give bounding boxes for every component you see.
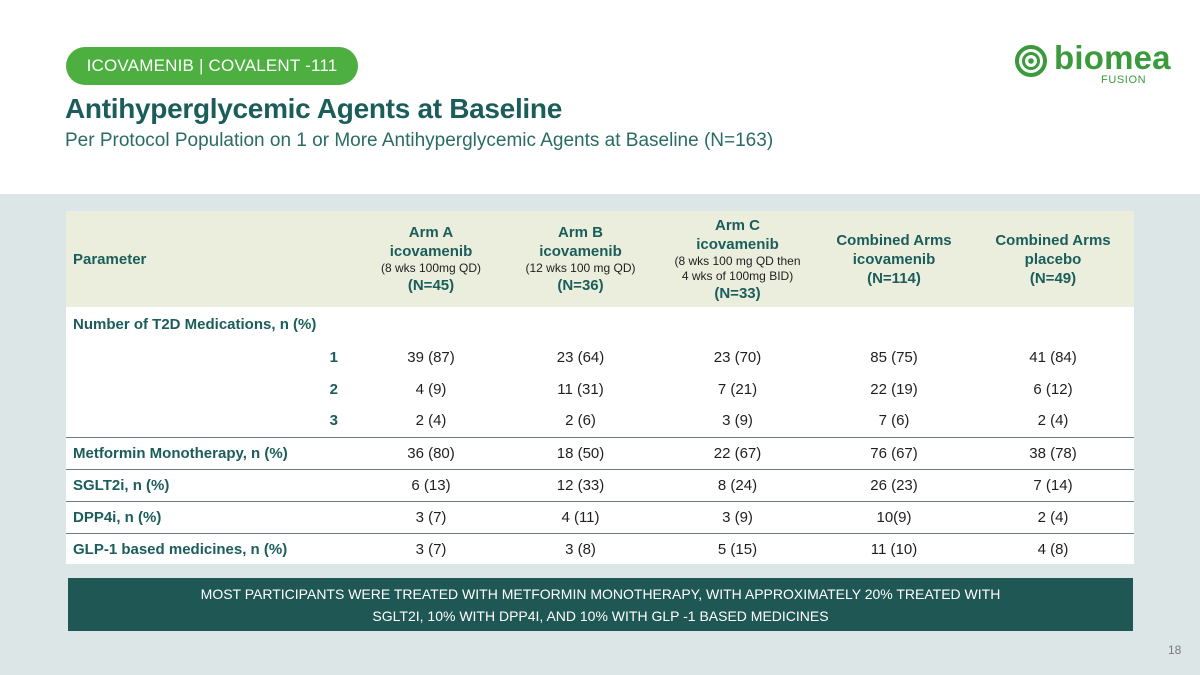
header-line2: icovamenib	[389, 243, 473, 260]
column-header-arm-a	[360, 211, 502, 307]
row-label: DPP4i, n (%)	[73, 508, 162, 526]
header-n: (N=33)	[714, 284, 761, 302]
column-header-arm-c	[659, 211, 816, 307]
section-label: Number of T2D Medications, n (%)	[73, 315, 317, 333]
biomea-logo	[1014, 39, 1174, 88]
column-header-combined-placebo	[972, 211, 1134, 307]
header-line1: Combined Arms	[995, 231, 1111, 249]
header-detail: (8 wks 100mg QD)	[380, 261, 482, 275]
page-title: Antihyperglycemic Agents at Baseline	[65, 93, 562, 124]
header-n: (N=49)	[1029, 269, 1077, 287]
table-cell: 3 (8)	[565, 540, 596, 558]
header-detail: (8 wks 100 mg QD then 4 wks of 100mg BID)	[674, 253, 801, 283]
table-cell: 22 (19)	[870, 380, 918, 398]
table-cell: 5 (15)	[717, 540, 758, 558]
table-cell: 4 (9)	[415, 380, 447, 398]
header-n: (N=114)	[867, 269, 921, 287]
row-label: 2	[329, 380, 338, 398]
table-cell: 85 (75)	[870, 348, 918, 366]
callout-line1: MOST PARTICIPANTS WERE TREATED WITH METFORMIN MONOTHERAPY, WITH APPROXIMATELY 20% TREATED WITH	[200, 585, 1001, 602]
baseline-agents-table	[66, 211, 1134, 565]
table-row	[66, 437, 1134, 469]
table-cell: 3 (7)	[415, 508, 447, 526]
table-cell: 4 (8)	[1037, 540, 1069, 558]
callout-line2: SGLT2I, 10% WITH DPP4I, AND 10% WITH GLP -1 BASED MEDICINES	[372, 607, 829, 624]
table-cell: 12 (33)	[556, 476, 605, 494]
logo-subtext: FUSION	[1101, 74, 1147, 86]
table-row	[66, 501, 1134, 533]
table-cell: 18 (50)	[556, 444, 605, 462]
table-cell: 39 (87)	[407, 348, 455, 366]
table-row	[66, 405, 1134, 437]
table-cell: 8 (24)	[717, 476, 758, 494]
parameter-header: Parameter	[73, 250, 147, 268]
key-takeaway-callout	[68, 578, 1133, 631]
row-label: GLP-1 based medicines, n (%)	[73, 540, 288, 558]
table-cell: 22 (67)	[713, 444, 762, 462]
row-label: Metformin Monotherapy, n (%)	[73, 444, 288, 462]
table-row	[66, 373, 1134, 405]
table-cell: 41 (84)	[1029, 348, 1077, 366]
row-label: 1	[329, 348, 338, 366]
table-cell: 11 (31)	[557, 380, 604, 398]
table-cell: 3 (9)	[722, 412, 753, 430]
table-cell: 2 (4)	[415, 412, 447, 430]
table-cell: 2 (6)	[565, 412, 596, 430]
table-row	[66, 469, 1134, 501]
table-cell: 7 (6)	[878, 412, 910, 430]
table-row	[66, 533, 1134, 565]
page-number: 18	[1168, 643, 1182, 657]
header-detail: (12 wks 100 mg QD)	[525, 261, 636, 275]
page-subtitle: Per Protocol Population on 1 or More Antihyperglycemic Agents at Baseline (N=163)	[65, 130, 774, 151]
table-row	[66, 341, 1134, 373]
column-header-combined-icovamenib	[816, 211, 972, 307]
table-cell: 4 (11)	[561, 508, 600, 526]
header-line2: icovamenib	[539, 243, 622, 260]
table-cell: 6 (13)	[411, 476, 451, 494]
header-line1: Arm C	[714, 216, 760, 234]
table-cell: 23 (70)	[713, 348, 762, 366]
header-line1: Arm A	[408, 224, 454, 241]
column-header-arm-b	[502, 211, 659, 307]
table-cell: 3 (7)	[415, 540, 447, 558]
table-cell: 36 (80)	[407, 444, 455, 462]
header-line1: Arm B	[557, 224, 603, 241]
header-line2: placebo	[1024, 250, 1082, 268]
table-cell: 2 (4)	[1037, 412, 1069, 430]
table-cell: 2 (4)	[1037, 508, 1069, 526]
table-cell: 7 (21)	[717, 380, 758, 398]
table-cell: 7 (14)	[1033, 476, 1073, 494]
table-cell: 23 (64)	[556, 348, 605, 366]
logo-ring-icon	[1014, 44, 1048, 78]
header-line2: icovamenib	[696, 235, 779, 253]
table-cell: 26 (23)	[870, 476, 918, 494]
logo-wordmark: biomea	[1054, 39, 1171, 76]
section-row-t2d-medications	[66, 307, 1134, 341]
table-header-row	[66, 211, 1134, 307]
header-line2: icovamenib	[852, 250, 936, 268]
table-cell: 38 (78)	[1029, 444, 1077, 462]
row-label: 3	[329, 412, 338, 430]
header-line1: Combined Arms	[836, 231, 952, 249]
table-cell: 3 (9)	[722, 508, 753, 526]
header-n: (N=36)	[557, 277, 604, 294]
program-pill: ICOVAMENIB | COVALENT -111	[66, 47, 358, 85]
header-n: (N=45)	[407, 277, 455, 294]
baseline-table-container	[66, 211, 1134, 564]
table-cell: 6 (12)	[1033, 380, 1073, 398]
row-label: SGLT2i, n (%)	[73, 476, 170, 494]
table-cell: 10(9)	[876, 508, 912, 526]
table-cell: 11 (10)	[870, 540, 918, 558]
table-cell: 76 (67)	[870, 444, 918, 462]
